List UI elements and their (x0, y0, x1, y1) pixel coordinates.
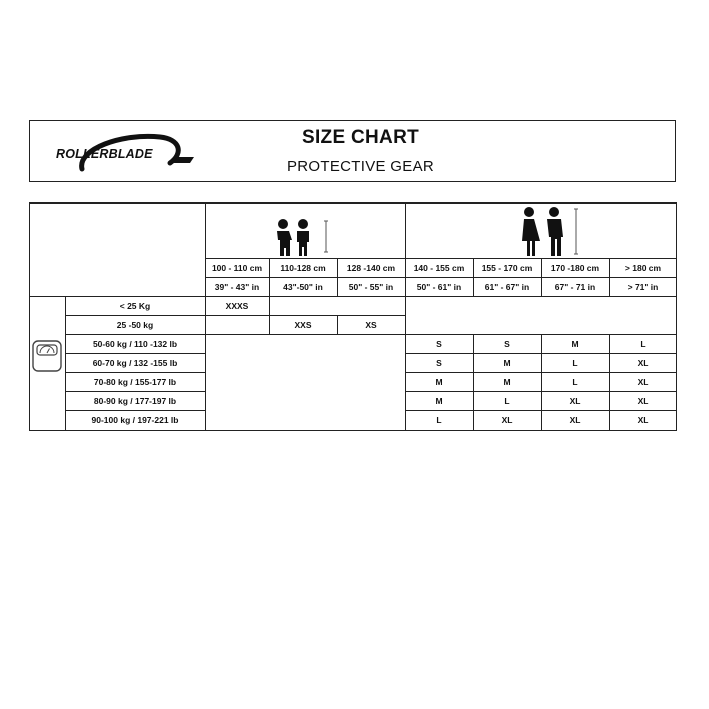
height-cm-4: 140 - 155 cm (413, 263, 465, 273)
page-subtitle: PROTECTIVE GEAR (286, 158, 435, 175)
height-cm-1: 100 - 110 cm (211, 263, 263, 273)
adult-size-cell: L (436, 415, 442, 425)
adult-size-cell: XL (637, 415, 649, 425)
weighing-scale-icon (32, 340, 62, 377)
adult-size-cell: L (504, 396, 510, 406)
adult-size-cell: L (572, 377, 578, 387)
children-height-icon (273, 218, 333, 261)
table-top-border (29, 202, 677, 204)
weight-label-6: 80-90 kg / 177-197 lb (93, 396, 177, 406)
height-cm-2: 110-128 cm (280, 263, 326, 273)
adults-height-icon (517, 206, 587, 263)
height-in-5: 61" - 67" in (484, 282, 530, 292)
adult-size-cell: XL (637, 358, 649, 368)
adult-size-cell: S (504, 339, 510, 349)
adult-size-cell: XL (569, 415, 581, 425)
adult-size-cell: M (503, 358, 511, 368)
adult-size-cell: XL (637, 396, 649, 406)
weight-label-4: 60-70 kg / 132 -155 lb (92, 358, 178, 368)
adult-size-cell: L (640, 339, 646, 349)
label-divider (205, 202, 206, 431)
adult-size-cell: M (435, 396, 443, 406)
adult-size-cell: S (436, 339, 442, 349)
height-in-1: 39" - 43" in (214, 282, 260, 292)
height-cm-3: 128 -140 cm (346, 263, 396, 273)
height-cm-5: 155 - 170 cm (481, 263, 533, 273)
adult-size-cell: M (503, 377, 511, 387)
height-in-4: 50" - 61" in (416, 282, 462, 292)
adult-size-cell: M (571, 339, 579, 349)
header-box (29, 120, 676, 182)
page-title: SIZE CHART (302, 127, 419, 148)
weight-label-5: 70-80 kg / 155-177 lb (93, 377, 177, 387)
brand-name: ROLLERBLADE (56, 147, 153, 161)
height-in-7: > 71" in (627, 282, 659, 292)
adult-size-cell: M (435, 377, 443, 387)
kids-size-xs: XS (365, 320, 377, 330)
height-in-2: 43"-50" in (283, 282, 323, 292)
kids-size-xxs: XXS (294, 320, 312, 330)
weight-label-3: 50-60 kg / 110 -132 lb (92, 339, 178, 349)
adult-size-cell: S (436, 358, 442, 368)
adult-size-cell: XL (501, 415, 513, 425)
table-left-border (29, 202, 30, 431)
weight-label-1: < 25 Kg (119, 301, 151, 311)
kids-size-xxxs: XXXS (225, 301, 249, 311)
adult-size-cell: XL (569, 396, 581, 406)
height-cm-6: 170 -180 cm (550, 263, 600, 273)
weight-label-7: 90-100 kg / 197-221 lb (91, 415, 179, 425)
height-cm-7: > 180 cm (624, 263, 662, 273)
table-bottom-border (29, 430, 677, 431)
height-in-6: 67" - 71 in (554, 282, 596, 292)
adult-size-cell: L (572, 358, 578, 368)
size-chart-table (29, 202, 677, 431)
weight-label-2: 25 -50 kg (116, 320, 154, 330)
height-in-3: 50" - 55" in (348, 282, 394, 292)
adult-size-cell: XL (637, 377, 649, 387)
